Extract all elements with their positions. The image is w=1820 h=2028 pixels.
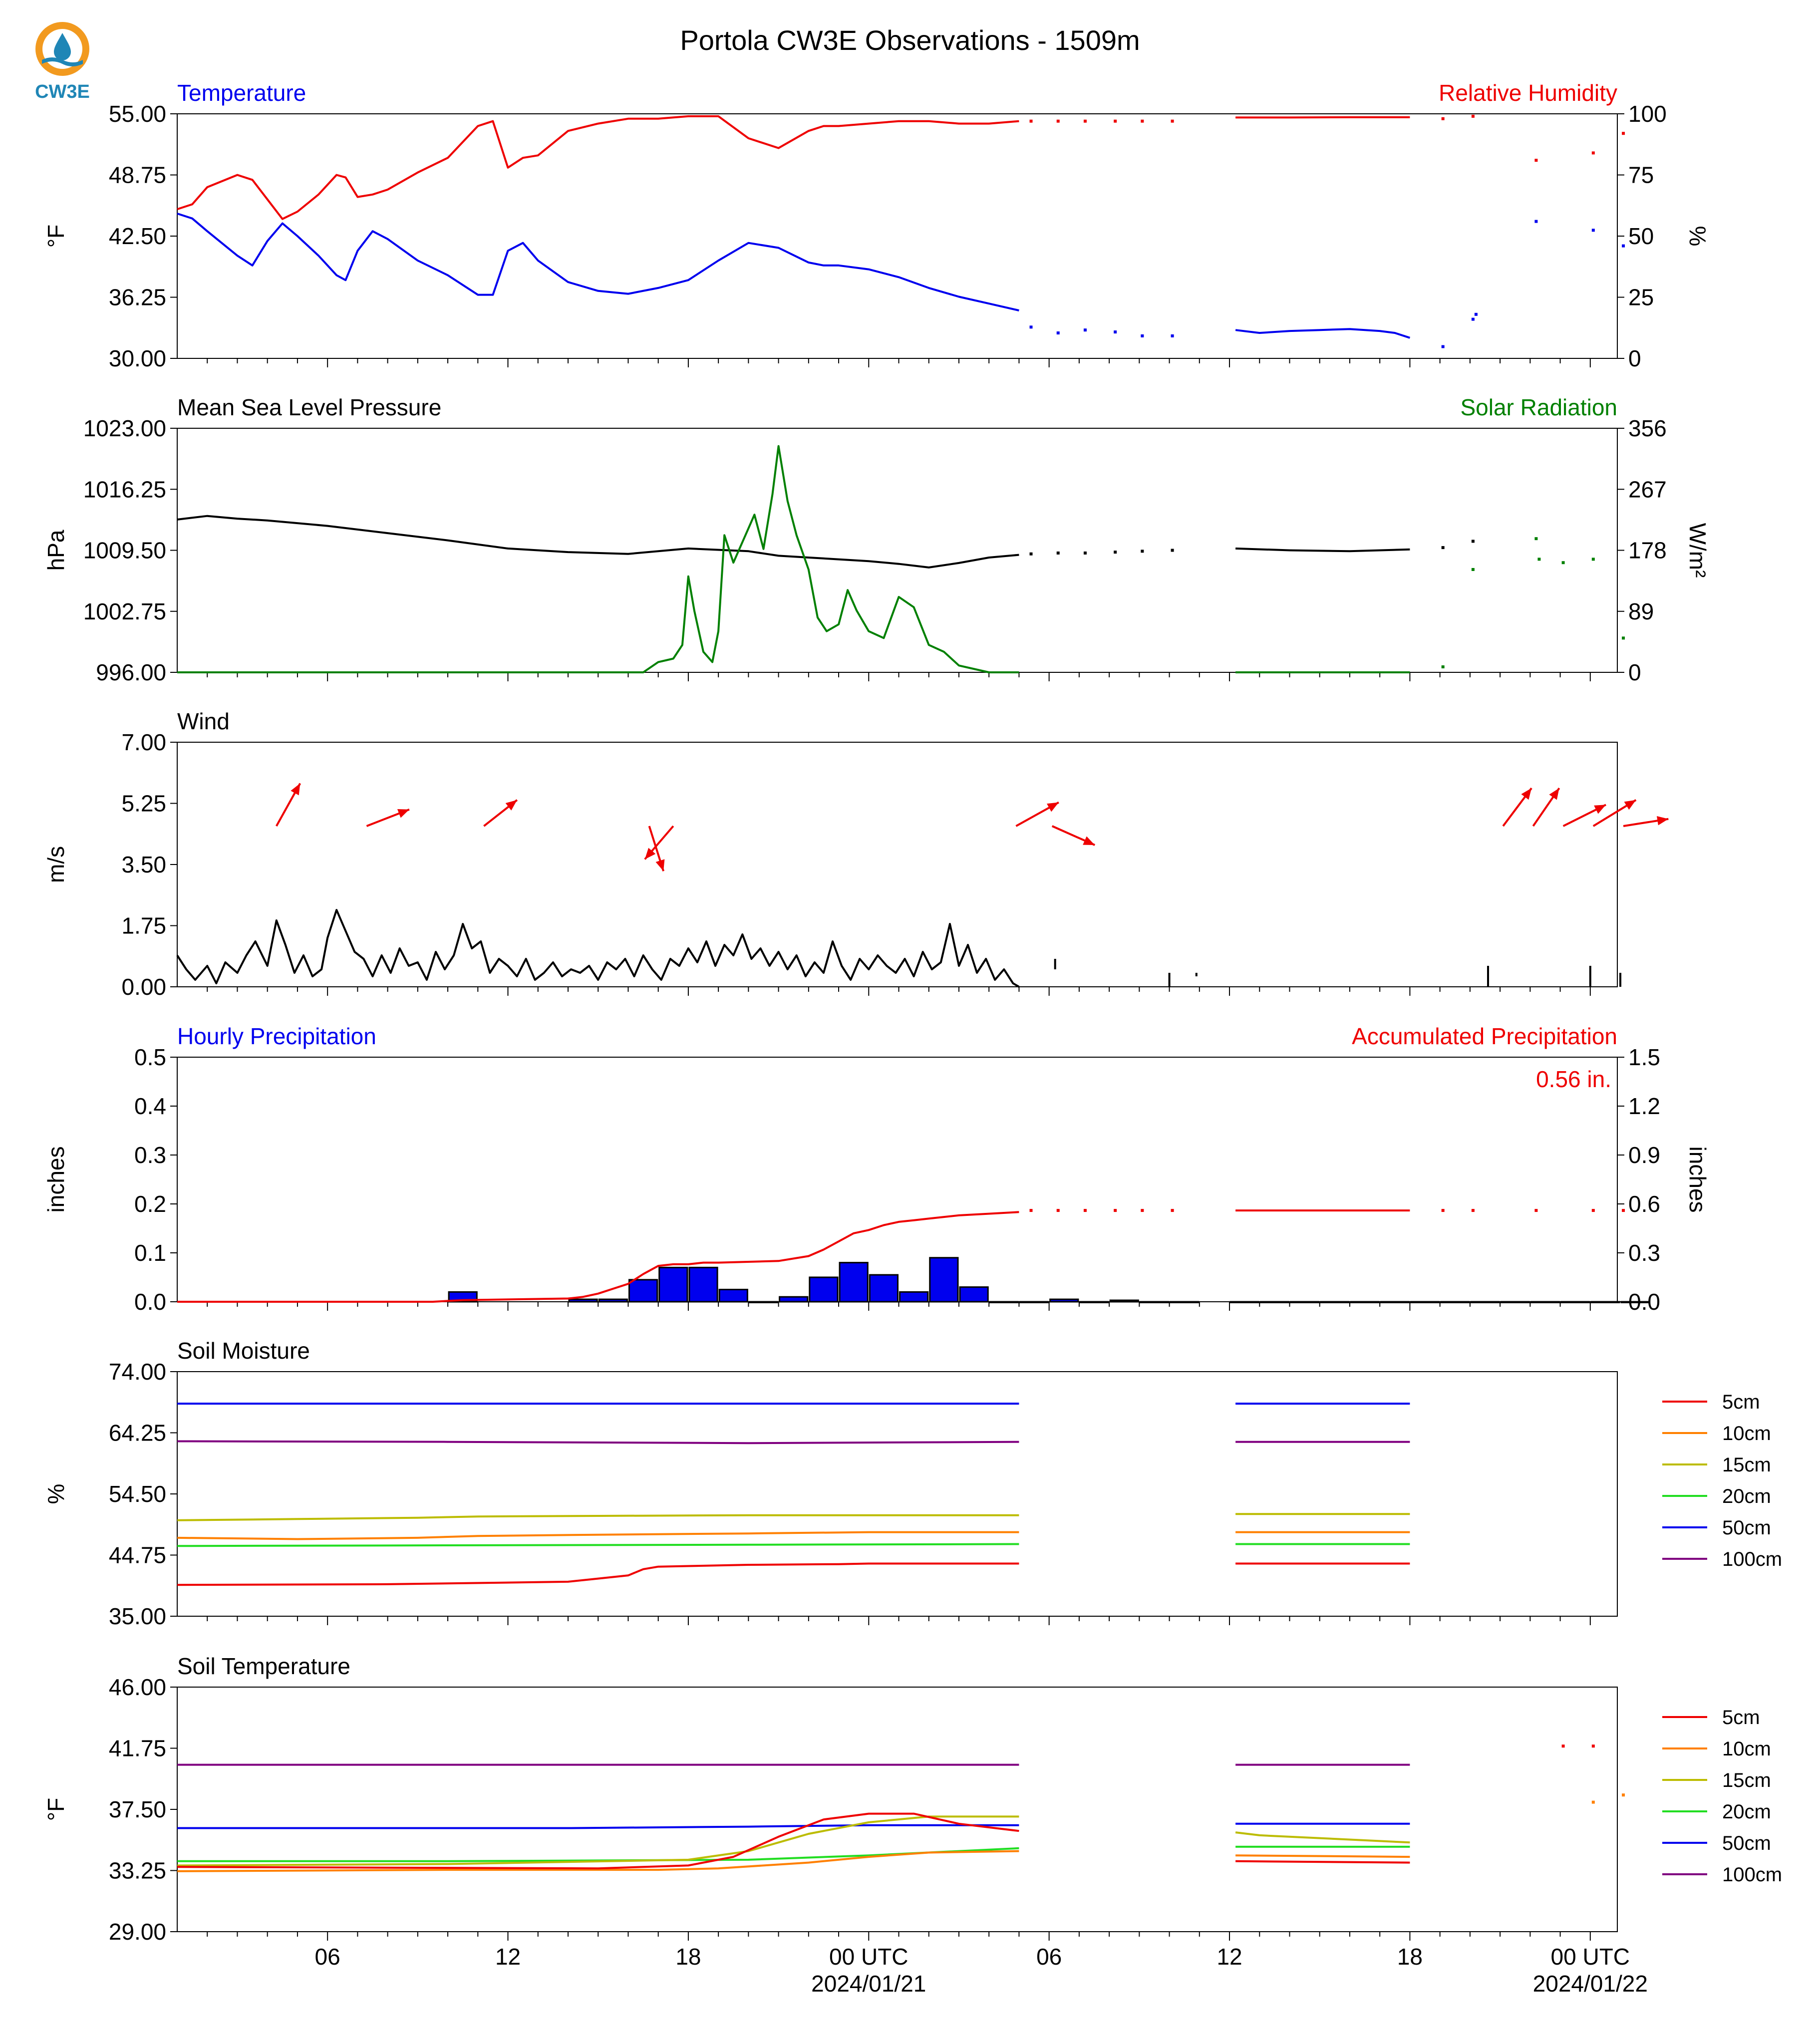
legend-label: 10cm — [1722, 1738, 1771, 1760]
data-point-accumulated-tail-points — [1442, 1209, 1445, 1212]
data-point-temperature-tail-points — [1475, 313, 1478, 316]
panel-frame — [177, 1372, 1617, 1616]
y-tick-label-left: 0.5 — [134, 1044, 166, 1070]
data-point-pressure-gap-points — [1114, 551, 1117, 554]
precip-bar — [1411, 1302, 1439, 1303]
wind-arrow — [1052, 826, 1095, 845]
precip-bar — [900, 1292, 928, 1302]
figure-title: Portola CW3E Observations - 1509m — [680, 24, 1140, 56]
panel-press — [170, 428, 1625, 681]
y-tick-label-left: 74.00 — [108, 1359, 166, 1385]
precip-bar — [1050, 1299, 1078, 1302]
data-point-tail-10cm — [1592, 1801, 1595, 1804]
legend-label: 20cm — [1722, 1801, 1771, 1823]
data-point-pressure-gap-points — [1030, 553, 1033, 556]
y-tick-label-right: 267 — [1628, 476, 1667, 503]
series-10cm — [177, 1532, 1019, 1539]
panel-precip — [170, 1057, 1649, 1311]
data-point-pressure-gap-points — [1141, 550, 1144, 553]
y-axis-label-right: inches — [1685, 1146, 1711, 1213]
panel-title-left: Hourly Precipitation — [177, 1023, 376, 1049]
precip-bar — [840, 1263, 868, 1302]
series-pressure — [177, 516, 1019, 568]
y-tick-label-right: 0.9 — [1628, 1142, 1660, 1168]
legend-label: 5cm — [1722, 1391, 1760, 1413]
precip-bar — [1140, 1302, 1168, 1303]
panel-temp — [170, 114, 1625, 367]
y-tick-label-left: 48.75 — [108, 162, 166, 188]
wind-arrow — [1016, 803, 1058, 827]
y-axis-label-left: hPa — [43, 530, 69, 571]
series-20cm — [177, 1544, 1019, 1546]
data-point-relative-humidity-tail-points — [1442, 117, 1445, 120]
panel-title-right: Relative Humidity — [1439, 80, 1617, 106]
data-point-temperature-tail-points — [1472, 318, 1475, 321]
data-point-solar-radiation-tail-points — [1472, 568, 1475, 571]
data-point-relative-humidity-tail-points — [1592, 151, 1595, 154]
series-pressure-late — [1235, 549, 1410, 551]
data-point-pressure-gap-points — [1084, 552, 1087, 555]
data-point-temperature-gap-points — [1084, 328, 1087, 331]
wind-arrow — [1623, 816, 1668, 826]
cw3e-logo — [30, 18, 95, 103]
y-tick-label-left: 3.50 — [121, 852, 166, 877]
data-point-temperature-gap-points — [1057, 331, 1060, 334]
y-tick-label-left: 64.25 — [108, 1420, 166, 1446]
y-tick-label-right: 0 — [1628, 345, 1641, 371]
panel-title-right: Accumulated Precipitation — [1352, 1023, 1617, 1049]
panel-soilm — [170, 1372, 1707, 1625]
series-15cm — [177, 1816, 1019, 1865]
data-point-accumulated-gap-points — [1084, 1209, 1087, 1212]
y-tick-label-left: 44.75 — [108, 1542, 166, 1568]
precip-bar — [1591, 1302, 1619, 1303]
precip-bar — [1441, 1302, 1469, 1303]
data-point-relative-humidity-gap-points — [1030, 120, 1033, 123]
series-solar-radiation — [177, 446, 1019, 672]
data-point-temperature-tail-points — [1592, 229, 1595, 232]
panel-title-right: Solar Radiation — [1460, 394, 1617, 420]
precip-bar — [1080, 1302, 1108, 1303]
y-tick-label-right: 25 — [1628, 284, 1654, 310]
y-tick-label-right: 89 — [1628, 598, 1654, 624]
y-axis-label-right: W/m² — [1685, 523, 1711, 578]
data-point-pressure-tail-points — [1472, 540, 1475, 543]
data-point-accumulated-tail-points — [1534, 1209, 1537, 1212]
y-tick-label-left: 1023.00 — [83, 415, 166, 441]
panel-frame — [177, 1057, 1617, 1302]
y-tick-label-right: 100 — [1628, 101, 1667, 127]
wind-arrow — [366, 809, 409, 826]
y-axis-label-right: % — [1685, 226, 1711, 247]
series-15cm — [177, 1515, 1019, 1520]
x-tick-label: 00 UTC — [1550, 1944, 1630, 1970]
legend-label: 100cm — [1722, 1548, 1783, 1570]
data-point-temperature-tail-points — [1442, 345, 1445, 348]
precip-bar — [719, 1290, 747, 1302]
data-point-solar-radiation-tail-points — [1537, 558, 1540, 561]
y-tick-label-left: 7.00 — [121, 729, 166, 755]
precip-bar — [1471, 1302, 1499, 1303]
data-point-temperature-gap-points — [1171, 334, 1174, 337]
data-point-relative-humidity-tail-points — [1472, 115, 1475, 118]
precip-bar — [1171, 1302, 1199, 1303]
data-point-temperature-gap-points — [1114, 330, 1117, 333]
y-tick-label-left: 29.00 — [108, 1919, 166, 1945]
legend-label: 50cm — [1722, 1517, 1771, 1539]
legend-label: 15cm — [1722, 1454, 1771, 1476]
series-50cm — [177, 1825, 1019, 1828]
y-tick-label-left: 37.50 — [108, 1796, 166, 1822]
series-5cm — [177, 1564, 1019, 1585]
precip-bar — [870, 1275, 898, 1302]
data-point-accumulated-gap-points — [1030, 1209, 1033, 1212]
y-tick-label-right: 0.0 — [1628, 1289, 1660, 1315]
y-axis-label-left: inches — [43, 1146, 69, 1213]
panel-title-left: Wind — [177, 708, 230, 734]
data-point-accumulated-tail-points — [1622, 1209, 1625, 1212]
data-point-accumulated-tail-points — [1592, 1209, 1595, 1212]
y-tick-label-left: 35.00 — [108, 1603, 166, 1629]
precip-bar — [810, 1277, 838, 1302]
y-tick-label-left: 55.00 — [108, 101, 166, 127]
y-tick-label-left: 996.00 — [96, 659, 166, 685]
x-tick-label: 06 — [314, 1944, 340, 1970]
y-tick-label-left: 30.00 — [108, 345, 166, 371]
data-point-relative-humidity-gap-points — [1114, 120, 1117, 123]
y-axis-label-left: m/s — [43, 846, 69, 883]
precip-bar — [749, 1302, 777, 1303]
y-tick-label-left: 36.25 — [108, 284, 166, 310]
y-tick-label-left: 5.25 — [121, 790, 166, 817]
data-point-accumulated-tail-points — [1472, 1209, 1475, 1212]
y-tick-label-left: 33.25 — [108, 1857, 166, 1884]
precip-bar — [1501, 1302, 1529, 1303]
legend-label: 5cm — [1722, 1707, 1760, 1729]
wind-arrow — [277, 784, 301, 827]
y-tick-label-left: 1016.25 — [83, 476, 166, 503]
x-date-label: 2024/01/22 — [1532, 1971, 1648, 1997]
data-point-accumulated-gap-points — [1141, 1209, 1144, 1212]
precip-bar — [990, 1302, 1018, 1303]
panel-title-left: Soil Temperature — [177, 1653, 350, 1679]
data-point-relative-humidity-tail-points — [1534, 159, 1537, 162]
legend-label: 10cm — [1722, 1423, 1771, 1445]
series-15cm-late — [1235, 1832, 1410, 1842]
series-relative-humidity — [177, 116, 1019, 219]
y-tick-label-right: 1.5 — [1628, 1044, 1660, 1070]
x-tick-label: 12 — [495, 1944, 521, 1970]
precip-bar — [1561, 1302, 1589, 1303]
wind-arrow — [1503, 788, 1531, 826]
precip-bar — [1110, 1300, 1138, 1302]
data-point-tail-10cm — [1622, 1793, 1625, 1796]
data-point-relative-humidity-gap-points — [1171, 120, 1174, 123]
data-point-solar-radiation-tail-points — [1562, 561, 1565, 564]
accumulated-total-label: 0.56 in. — [1536, 1066, 1611, 1092]
precip-bar — [780, 1297, 808, 1302]
y-tick-label-left: 54.50 — [108, 1481, 166, 1507]
precip-bar — [1531, 1302, 1559, 1303]
series-100cm — [177, 1442, 1019, 1444]
x-date-label: 2024/01/21 — [811, 1971, 926, 1997]
panel-frame — [177, 742, 1617, 987]
y-axis-label-left: °F — [43, 1797, 69, 1821]
data-point-tail-5cm — [1592, 1744, 1595, 1747]
x-tick-label: 00 UTC — [829, 1944, 909, 1970]
precip-bar — [930, 1258, 958, 1302]
panel-soilt — [170, 1687, 1707, 1941]
panel-wind — [170, 742, 1668, 996]
panel-title-left: Mean Sea Level Pressure — [177, 394, 442, 420]
wind-arrow-head — [1624, 800, 1636, 810]
data-point-relative-humidity-tail-points — [1622, 132, 1625, 135]
y-tick-label-right: 50 — [1628, 223, 1654, 249]
data-point-accumulated-gap-points — [1114, 1209, 1117, 1212]
precip-bar — [599, 1299, 627, 1302]
data-point-solar-radiation-tail-points — [1622, 636, 1625, 639]
wind-arrow-head — [1657, 816, 1668, 825]
x-tick-label: 18 — [1397, 1944, 1423, 1970]
wind-arrow — [649, 826, 665, 871]
data-point-temperature-tail-points — [1622, 245, 1625, 248]
y-tick-label-left: 0.1 — [134, 1240, 166, 1266]
logo-text: CW3E — [35, 81, 90, 102]
data-point-pressure-gap-points — [1057, 552, 1060, 555]
y-axis-label-left: °F — [43, 224, 69, 248]
y-tick-label-left: 0.3 — [134, 1142, 166, 1168]
y-tick-label-left: 1002.75 — [83, 598, 166, 624]
data-point-accumulated-gap-points — [1171, 1209, 1174, 1212]
y-axis-label-left: % — [43, 1483, 69, 1504]
precip-bar — [1020, 1302, 1048, 1303]
y-tick-label-left: 0.00 — [121, 974, 166, 1000]
precip-bar — [1260, 1302, 1288, 1303]
series-5cm-late — [1235, 1861, 1410, 1863]
y-tick-label-left: 46.00 — [108, 1674, 166, 1700]
series-relative-humidity-late — [1235, 117, 1410, 118]
legend-label: 50cm — [1722, 1832, 1771, 1854]
y-tick-label-left: 0.2 — [134, 1191, 166, 1217]
precip-bar — [629, 1280, 657, 1302]
panel-frame — [177, 1687, 1617, 1932]
precip-bar — [1290, 1302, 1318, 1303]
y-tick-label-left: 1.75 — [121, 912, 166, 939]
precip-bar — [689, 1267, 717, 1302]
precip-bar — [1351, 1302, 1379, 1303]
y-tick-label-right: 0.3 — [1628, 1240, 1660, 1266]
precip-bar — [1381, 1302, 1409, 1303]
data-point-tail-5cm — [1562, 1744, 1565, 1747]
y-tick-label-left: 41.75 — [108, 1735, 166, 1761]
series-temperature-late — [1235, 329, 1410, 338]
data-point-temperature-tail-points — [1534, 220, 1537, 223]
x-tick-label: 18 — [675, 1944, 701, 1970]
x-tick-label: 12 — [1216, 1944, 1242, 1970]
data-point-relative-humidity-gap-points — [1057, 120, 1060, 123]
data-point-relative-humidity-gap-points — [1141, 120, 1144, 123]
wind-arrow — [1533, 788, 1559, 826]
series-10cm-late — [1235, 1855, 1410, 1857]
panel-title-left: Soil Moisture — [177, 1338, 310, 1364]
panel-title-left: Temperature — [177, 80, 306, 106]
y-tick-label-right: 1.2 — [1628, 1093, 1660, 1119]
precip-bar — [1321, 1302, 1349, 1303]
series-temperature — [177, 214, 1019, 310]
series-wind-speed — [177, 910, 1019, 987]
wind-arrow-head — [1521, 788, 1531, 800]
wind-arrow — [484, 800, 517, 826]
data-point-relative-humidity-gap-points — [1084, 120, 1087, 123]
panel-frame — [177, 114, 1617, 358]
wind-arrow-head — [397, 809, 409, 818]
y-tick-label-right: 356 — [1628, 415, 1667, 441]
y-tick-label-right: 0.6 — [1628, 1191, 1660, 1217]
y-tick-label-right: 75 — [1628, 162, 1654, 188]
y-tick-label-left: 42.50 — [108, 223, 166, 249]
precip-bar — [659, 1267, 687, 1302]
data-point-temperature-gap-points — [1141, 334, 1144, 337]
precip-bar — [569, 1299, 597, 1302]
data-point-pressure-gap-points — [1171, 549, 1174, 552]
legend-label: 15cm — [1722, 1769, 1771, 1791]
data-point-solar-radiation-tail-points — [1534, 537, 1537, 540]
wind-arrow — [1593, 800, 1636, 826]
y-tick-label-left: 0.0 — [134, 1289, 166, 1315]
data-point-temperature-gap-points — [1030, 325, 1033, 328]
data-point-solar-radiation-tail-points — [1442, 665, 1445, 668]
precip-bar — [960, 1287, 988, 1302]
data-point-solar-radiation-tail-points — [1592, 558, 1595, 561]
precip-bar — [1230, 1302, 1258, 1303]
data-point-pressure-tail-points — [1442, 546, 1445, 549]
wind-arrow-head — [1549, 788, 1559, 800]
data-point-accumulated-gap-points — [1057, 1209, 1060, 1212]
y-tick-label-left: 0.4 — [134, 1093, 166, 1119]
legend-label: 100cm — [1722, 1864, 1783, 1886]
x-tick-label: 06 — [1036, 1944, 1062, 1970]
y-tick-label-right: 178 — [1628, 537, 1667, 564]
y-tick-label-right: 0 — [1628, 659, 1641, 685]
wind-arrow-head — [656, 859, 665, 871]
y-tick-label-left: 1009.50 — [83, 537, 166, 564]
legend-label: 20cm — [1722, 1485, 1771, 1507]
